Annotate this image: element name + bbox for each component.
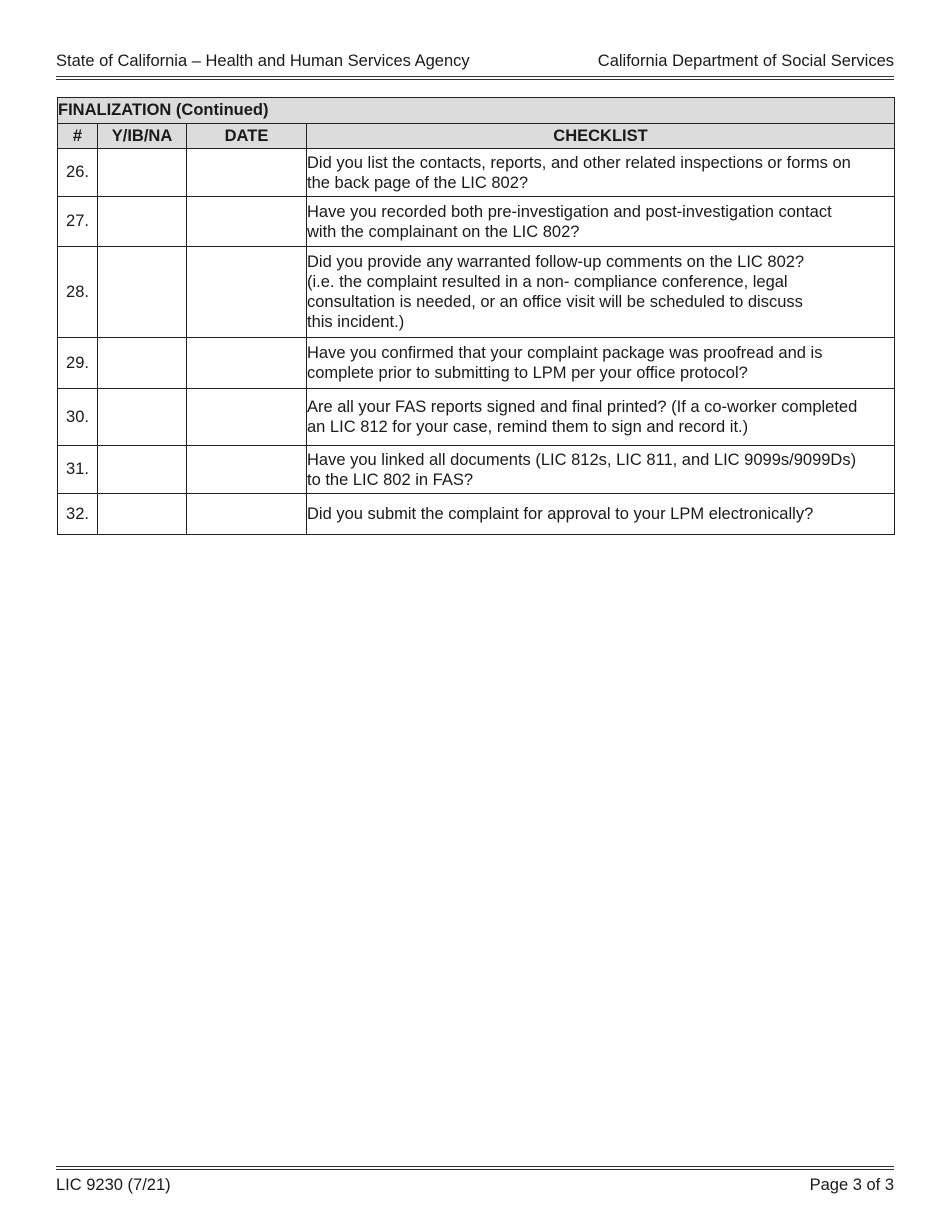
date-field[interactable] — [187, 149, 307, 197]
row-number: 30. — [58, 389, 98, 446]
row-number: 28. — [58, 247, 98, 338]
checklist-item: Did you submit the complaint for approval to your LPM electronically? — [307, 494, 895, 535]
checklist-item: Did you provide any warranted follow-up comments on the LIC 802? (i.e. the complaint resulted in a non- compliance conference, legal consultation is needed, or an office visit will be scheduled to discuss this incident.) — [307, 247, 895, 338]
yibna-field[interactable] — [98, 149, 187, 197]
checklist-item: Have you recorded both pre-investigation and post-investigation contact with the complainant on the LIC 802? — [307, 197, 895, 247]
row-number: 32. — [58, 494, 98, 535]
footer-rule-top — [56, 1166, 894, 1167]
row-number: 29. — [58, 338, 98, 389]
header-agency: State of California – Health and Human Services Agency — [56, 52, 470, 70]
table-row — [58, 338, 895, 389]
header-department: California Department of Social Services — [597, 52, 894, 70]
page-footer — [56, 1176, 894, 1195]
section-title: FINALIZATION (Continued) — [58, 98, 895, 124]
finalization-checklist-table — [57, 97, 895, 535]
checklist-item: Have you confirmed that your complaint package was proofread and is complete prior to submitting to LPM per your office protocol? — [307, 338, 895, 389]
yibna-field[interactable] — [98, 197, 187, 247]
table-row — [58, 197, 895, 247]
yibna-field[interactable] — [98, 494, 187, 535]
checklist-item: Did you list the contacts, reports, and other related inspections or forms on the back page of the LIC 802? — [307, 149, 895, 197]
col-header-yibna: Y/IB/NA — [98, 124, 187, 149]
table-row — [58, 494, 895, 535]
table-row — [58, 247, 895, 338]
date-field[interactable] — [187, 247, 307, 338]
date-field[interactable] — [187, 446, 307, 494]
date-field[interactable] — [187, 389, 307, 446]
date-field[interactable] — [187, 494, 307, 535]
row-number: 27. — [58, 197, 98, 247]
header-rule-bottom — [56, 79, 894, 80]
form-id: LIC 9230 (7/21) — [56, 1176, 171, 1194]
page-number: Page 3 of 3 — [809, 1176, 894, 1194]
yibna-field[interactable] — [98, 247, 187, 338]
checklist-item: Are all your FAS reports signed and final printed? (If a co-worker completed an LIC 812 for your case, remind them to sign and record it.) — [307, 389, 895, 446]
row-number: 31. — [58, 446, 98, 494]
date-field[interactable] — [187, 338, 307, 389]
table-row — [58, 446, 895, 494]
col-header-number: # — [58, 124, 98, 149]
table-row — [58, 389, 895, 446]
col-header-checklist: CHECKLIST — [307, 124, 895, 149]
header-rule-top — [56, 76, 894, 77]
table-row — [58, 149, 895, 197]
checklist-item: Have you linked all documents (LIC 812s, LIC 811, and LIC 9099s/9099Ds) to the LIC 802 in FAS? — [307, 446, 895, 494]
yibna-field[interactable] — [98, 338, 187, 389]
row-number: 26. — [58, 149, 98, 197]
yibna-field[interactable] — [98, 446, 187, 494]
date-field[interactable] — [187, 197, 307, 247]
yibna-field[interactable] — [98, 389, 187, 446]
page-header — [56, 52, 894, 71]
footer-rule-bottom — [56, 1169, 894, 1170]
col-header-date: DATE — [187, 124, 307, 149]
